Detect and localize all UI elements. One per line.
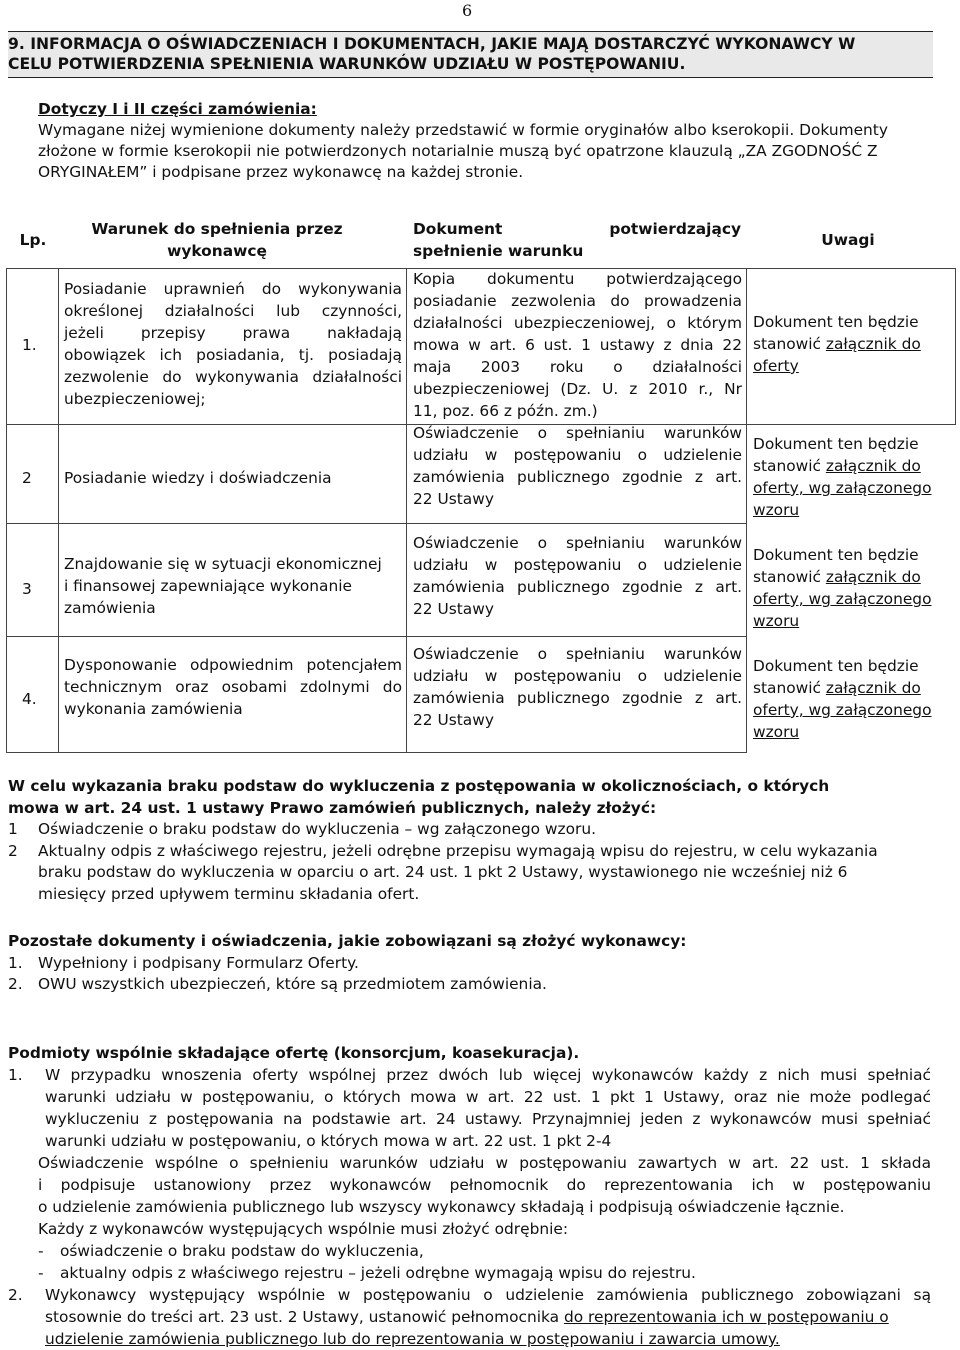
exclusion-item-2-number: 2 [8,841,18,860]
row-2-lp: 2 [22,469,32,487]
row-4-document-line: zamówienia publicznego zgodnie z art. [413,689,742,707]
table-divider-lp [58,268,59,753]
header-lp: Lp. [19,231,47,249]
consortium-item-2-line: Wykonawcy występujący wspólnie w postępowaniu o udzielenie zamówienia publicznego zobowiązani są [45,1286,931,1304]
row-3-condition-line: i finansowej zapewniające wykonanie [64,577,352,595]
row-1-remarks [753,311,921,377]
intro-title: Dotyczy I i II części zamówienia: [38,100,317,118]
row-1-condition-line: zezwolenie do wykonywania działalności [64,368,402,386]
section-heading [8,31,933,78]
row-1-document [413,268,742,422]
consortium-paragraph-2-line: Oświadczenie wspólne o spełnieniu warunków udziału w postępowaniu zawartych w art. 22 ust. 1 składa [38,1154,931,1172]
row-1-document-line: Kopia dokumentu potwierdzającego [413,270,742,288]
other-documents-item: OWU wszystkich ubezpieczeń, które są przedmiotem zamówienia. [38,975,547,993]
remarks-line: stanowić [753,568,826,586]
table-border-right [955,268,956,424]
remarks-line: wzoru [753,612,800,630]
row-2-condition [64,467,332,489]
exclusion-item-2-line: Aktualny odpis z właściwego rejestru, jeżeli odrębne przepisu wymagają wpisu do rejestru, w celu wykazania [38,841,878,860]
table-border-left [6,268,7,753]
remarks-line: Dokument ten będzie [753,657,919,675]
row-3-condition-line: zamówienia [64,599,156,617]
remarks-line: stanowić [753,457,826,475]
row-2-document-line: Oświadczenie o spełnianiu warunków [413,424,742,442]
row-4-remarks [753,655,932,743]
row-3-remarks [753,544,932,632]
remarks-line: Dokument ten będzie [753,435,919,453]
row-1-document-line: działalności ubezpieczeniowej, o którym [413,314,742,332]
page-number: 6 [462,1,473,20]
remarks-line: oferty [753,357,799,375]
table-bottom-rule [6,752,747,753]
row-3-document-line: udziału w postępowaniu o udzielenie [413,556,742,574]
row-3-condition-line: Znajdowanie się w sytuacji ekonomicznej [64,555,382,573]
row-1-condition-line: ubezpieczeniowej; [64,390,206,408]
row-2-remarks [753,433,932,521]
row-2-document-line: 22 Ustawy [413,490,494,508]
exclusion-item-1-number: 1 [8,820,18,838]
consortium-item-2-underlined: do reprezentowania ich w postępowaniu o [563,1308,889,1326]
row-3-document-line: 22 Ustawy [413,600,494,618]
row-3-document-line: Oświadczenie o spełnianiu warunków [413,534,742,552]
row-4-document-line: 22 Ustawy [413,711,494,729]
exclusion-item-1: Oświadczenie o braku podstaw do wykluczenia – wg załączonego wzoru. [38,820,596,838]
consortium-item-2-number: 2. [8,1286,23,1304]
row-1-condition-line: jeżeli przepisy prawa nakładają [64,324,402,342]
remarks-line: Dokument ten będzie [753,313,919,331]
row-1-document-line: maja 2003 roku o działalności [413,358,742,376]
remarks-line: stanowić [753,335,826,353]
header-condition-line-1: Warunek do spełnienia przez [91,220,343,238]
consortium-section [8,1042,932,1350]
remarks-line: oferty, wg załączonego [753,479,932,497]
attachment-link-text: załącznik do [825,335,921,353]
row-4-document-line: Oświadczenie o spełnianiu warunków [413,645,742,663]
row-1-document-line: ubezpieczeniowej (Dz. U. z 2010 r., Nr [413,380,742,398]
row-4-lp: 4. [22,690,37,708]
row-2-document-line: udziału w postępowaniu o udzielenie [413,446,742,464]
row-3-document [413,532,742,620]
table-divider-condition [406,268,407,753]
row-4-document-line: udziału w postępowaniu o udzielenie [413,667,742,685]
attachment-link-text: załącznik do [825,457,921,475]
table-divider-document [746,268,747,753]
row-1-condition-line: obowiązek ich posiadania, tj. posiadają [64,346,402,364]
remarks-line: wzoru [753,723,800,741]
row-1-condition-line: Posiadanie uprawnień do wykonywania [64,280,402,298]
header-condition-line-2: wykonawcę [167,242,267,260]
row-4-condition-line: wykonania zamówienia [64,700,243,718]
row-3-condition [64,553,382,619]
row-2-document-line: zamówienia publicznego zgodnie z art. [413,468,742,486]
row-1-document-line: posiadanie zezwolenia do prowadzenia [413,292,742,310]
row-1-condition [64,278,402,410]
attachment-link-text: załącznik do [825,679,921,697]
consortium-item-1-line: W przypadku wnoszenia oferty wspólnej przez dwóch lub więcej wykonawców każdy z nich musi spełniać [45,1066,931,1084]
consortium-item-2-line: stosownie do treści art. 23 ust. 2 Ustawy, ustanowić pełnomocnika [45,1308,564,1326]
other-documents-item-number: 1. [8,953,23,972]
heading-line-1: 9. INFORMACJA O OŚWIADCZENIACH I DOKUMENTACH, JAKIE MAJĄ DOSTARCZYĆ WYKONAWCY W [8,35,856,53]
consortium-item-1-line: warunki udziału w postępowaniu, o których mowa w art. 22 ust. 1 pkt 2-4 [45,1132,612,1150]
row-3-document-line: zamówienia publicznego zgodnie z art. [413,578,742,596]
consortium-dash-item: aktualny odpis z właściwego rejestru – jeżeli odrębne wymagają wpisu do rejestru. [60,1264,696,1282]
other-documents-item-number: 2. [8,975,23,993]
consortium-title: Podmioty wspólnie składające ofertę (konsorcjum, koasekuracja). [8,1044,580,1062]
table-row-rule-2 [6,523,747,524]
remarks-line: wzoru [753,501,800,519]
consortium-paragraph-3: Każdy z wykonawców występujących wspólnie musi złożyć odrębnie: [38,1220,569,1238]
exclusion-section [8,776,932,905]
intro-line-3: ORYGINAŁEM” i podpisane przez wykonawcę na każdej stronie. [38,163,524,181]
intro-line-1: Wymagane niżej wymienione dokumenty należy przedstawić w formie oryginałów albo kserokopii. Dokumenty [38,121,888,139]
row-3-lp: 3 [22,580,32,598]
other-documents-title: Pozostałe dokumenty i oświadczenia, jakie zobowiązani są złożyć wykonawcy: [8,932,687,950]
consortium-item-1-line: wykluczeniu z postępowania na podstawie art. 24 ustawy. Przynajmniej jeden z wykonawców musi spełniać [45,1110,931,1128]
row-2-document [413,422,742,510]
exclusion-item-2-line: braku podstaw do wykluczenia w oparciu o art. 24 ust. 1 pkt 2 Ustawy, wystawionego nie wcześniej niż 6 [38,863,848,881]
row-4-condition-line: Dysponowanie odpowiednim potencjałem [64,656,402,674]
intro-section [38,99,934,183]
consortium-item-1-line: warunki udziału w postępowaniu, o których mowa w art. 22 ust. 1 pkt 1 Ustawy, oraz nie może podlegać [45,1088,931,1106]
header-remarks: Uwagi [821,231,875,249]
row-1-condition-line: określonej działalności lub czynności, [64,302,402,320]
row-4-document [413,643,742,731]
row-1-document-line: mowa w art. 6 ust. 1 ustawy z dnia 22 [413,336,742,354]
consortium-item-1-number: 1. [8,1066,23,1084]
heading-line-2: CELU POTWIERDZENIA SPEŁNIENIA WARUNKÓW UDZIAŁU W POSTĘPOWANIU. [8,55,686,73]
other-documents-section [8,931,932,996]
dash-bullet: - [38,1242,44,1260]
table-row-rule-3 [6,636,747,637]
header-document-line-2: spełnienie warunku [413,242,584,260]
row-4-condition-line: technicznym oraz osobami zdolnymi do [64,678,402,696]
exclusion-title-line-2: mowa w art. 24 ust. 1 ustawy Prawo zamówień publicznych, należy złożyć: [8,798,657,817]
attachment-link-text: załącznik do [825,568,921,586]
exclusion-item-2-line: miesięcy przed upływem terminu składania ofert. [38,884,420,903]
consortium-item-2-underlined: udzielenie zamówienia publicznego lub do reprezentowania w postępowaniu i zawarcia umowy. [45,1330,780,1348]
remarks-line: oferty, wg załączonego [753,701,932,719]
consortium-paragraph-2-line: o udzielenie zamówienia publicznego lub wszyscy wykonawcy składają i podpisują oświadczenie łącznie. [38,1198,845,1216]
header-document-line-1: Dokument potwierdzający [413,220,741,238]
remarks-line: oferty, wg załączonego [753,590,932,608]
row-1-lp: 1. [22,336,37,354]
consortium-paragraph-2-line: i podpisuje ustanowiony przez wykonawców pełnomocnik do reprezentowania ich w postępowaniu [38,1176,931,1194]
header-condition [62,218,372,262]
row-2-condition-line: Posiadanie wiedzy i doświadczenia [64,469,332,487]
intro-line-2: złożone w formie kserokopii nie potwierdzonych notarialnie muszą być opatrzone klauzulą „ZA ZGODNOŚĆ Z [38,142,878,160]
dash-bullet: - [38,1264,44,1282]
other-documents-item: Wypełniony i podpisany Formularz Oferty. [38,953,359,972]
consortium-dash-item: oświadczenie o braku podstaw do wykluczenia, [60,1242,424,1260]
row-4-condition [64,654,402,720]
row-1-document-line: 11, poz. 66 z późn. zm.) [413,402,598,420]
remarks-line: stanowić [753,679,826,697]
remarks-line: Dokument ten będzie [753,546,919,564]
header-document [413,218,741,262]
exclusion-title-line-1: W celu wykazania braku podstaw do wykluczenia z postępowania w okolicznościach, o których [8,777,830,795]
